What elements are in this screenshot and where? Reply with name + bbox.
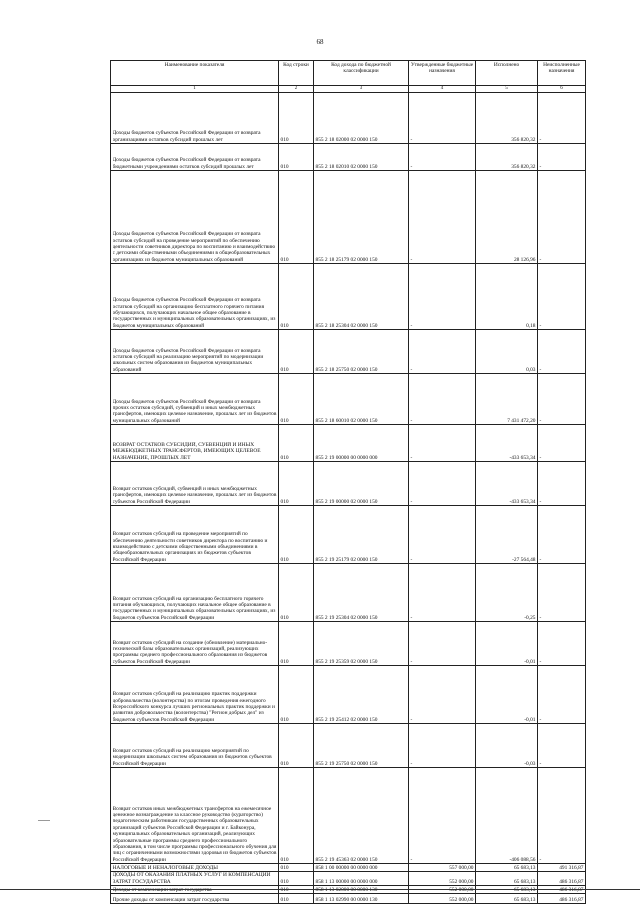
table-row bbox=[111, 264, 586, 330]
row-line-code: 010 bbox=[279, 93, 314, 144]
column-number: 5 bbox=[476, 86, 538, 93]
row-executed: 65 683,13 bbox=[476, 886, 538, 894]
table-row bbox=[111, 622, 586, 666]
row-approved: 552 000,00 bbox=[409, 894, 476, 904]
row-approved: - bbox=[409, 374, 476, 425]
row-name-text: Доходы бюджетов субъектов Российской Федерации от возврата бюджетными учреждениями остатков субсидий прошлых лет bbox=[112, 157, 261, 170]
row-name bbox=[111, 93, 279, 144]
row-unexecuted: - bbox=[538, 264, 586, 330]
row-name bbox=[111, 374, 279, 425]
row-line-code: 010 bbox=[279, 872, 314, 886]
row-executed: 28 126,96 bbox=[476, 171, 538, 264]
table-row bbox=[111, 506, 586, 564]
row-name bbox=[111, 462, 279, 506]
row-executed: 65 683,13 bbox=[476, 872, 538, 886]
row-line-code: 010 bbox=[279, 768, 314, 864]
header-revenue-code: Код дохода по бюджетной классификации bbox=[314, 61, 409, 86]
row-executed: 65 683,13 bbox=[476, 864, 538, 872]
row-approved: - bbox=[409, 93, 476, 144]
row-approved: - bbox=[409, 330, 476, 374]
row-unexecuted: - bbox=[538, 622, 586, 666]
row-unexecuted: - bbox=[538, 724, 586, 768]
row-name-text: Возврат остатков субсидий на организацию бесплатного горячего питания обучающихся, получающих начальное общее образование в государственных и муниципальных образовательных организациях, из бюджетов субъектов Российской Федерации bbox=[112, 595, 276, 621]
row-executed: 356 820,32 bbox=[476, 144, 538, 171]
row-revenue-code: 858 1 13 02990 00 0000 130 bbox=[314, 894, 409, 904]
row-line-code: 010 bbox=[279, 622, 314, 666]
row-approved: - bbox=[409, 144, 476, 171]
row-unexecuted: - bbox=[538, 171, 586, 264]
row-name-text: Доходы от компенсации затрат государства bbox=[112, 886, 212, 893]
row-name bbox=[111, 330, 279, 374]
row-revenue-code: 858 1 13 02000 00 0000 130 bbox=[314, 886, 409, 894]
table-row bbox=[111, 768, 586, 864]
row-executed: -0,01 bbox=[476, 666, 538, 724]
row-name bbox=[111, 768, 279, 864]
row-revenue-code: 855 2 19 25179 02 0000 150 bbox=[314, 506, 409, 564]
row-approved: - bbox=[409, 462, 476, 506]
row-revenue-code: 855 2 18 02010 02 0000 150 bbox=[314, 144, 409, 171]
row-line-code: 010 bbox=[279, 506, 314, 564]
row-executed: -0,03 bbox=[476, 724, 538, 768]
table-row bbox=[111, 374, 586, 425]
row-executed: 0,03 bbox=[476, 330, 538, 374]
row-line-code: 010 bbox=[279, 264, 314, 330]
column-number: 1 bbox=[111, 86, 279, 93]
row-approved: - bbox=[409, 506, 476, 564]
row-approved: - bbox=[409, 564, 476, 622]
table-row bbox=[111, 462, 586, 506]
row-name bbox=[111, 425, 279, 462]
table-row bbox=[111, 171, 586, 264]
column-number-row bbox=[111, 86, 586, 93]
row-name-text: НАЛОГОВЫЕ И НЕНАЛОГОВЫЕ ДОХОДЫ bbox=[112, 864, 218, 871]
row-name bbox=[111, 894, 279, 904]
row-executed: 7 431 472,20 bbox=[476, 374, 538, 425]
row-revenue-code: 855 2 18 25750 02 0000 150 bbox=[314, 330, 409, 374]
row-name bbox=[111, 506, 279, 564]
header-line-code: Код строки bbox=[279, 61, 314, 86]
row-name bbox=[111, 144, 279, 171]
row-revenue-code: 855 2 19 25412 02 0000 150 bbox=[314, 666, 409, 724]
row-revenue-code: 855 2 18 02000 02 0000 150 bbox=[314, 93, 409, 144]
row-name bbox=[111, 264, 279, 330]
row-name-text: Возврат остатков субсидий на реализацию мероприятий по модернизации школьных систем образования из бюджетов субъектов Российской Федерации bbox=[112, 747, 272, 767]
row-executed: -27 564,48 bbox=[476, 506, 538, 564]
row-revenue-code: 855 2 19 25750 02 0000 150 bbox=[314, 724, 409, 768]
page-bottom-rule bbox=[0, 889, 640, 890]
row-executed: 65 683,13 bbox=[476, 894, 538, 904]
row-name-text: Возврат остатков субсидий на проведение мероприятий по обеспечению деятельности советников директора по воспитанию и взаимодействию с детскими общественными объединениями в общеобразовательных организациях из бюджетов субъектов Российской Федерации bbox=[112, 531, 268, 563]
row-unexecuted: - bbox=[538, 144, 586, 171]
row-unexecuted: - bbox=[538, 564, 586, 622]
row-executed: -406 088,56 bbox=[476, 768, 538, 864]
row-approved: 557 000,00 bbox=[409, 864, 476, 872]
table-row bbox=[111, 144, 586, 171]
row-unexecuted: 491 316,87 bbox=[538, 864, 586, 872]
table-row bbox=[111, 864, 586, 872]
row-line-code: 010 bbox=[279, 666, 314, 724]
row-line-code: 010 bbox=[279, 144, 314, 171]
row-name bbox=[111, 171, 279, 264]
row-approved: - bbox=[409, 768, 476, 864]
row-executed: -433 653,34 bbox=[476, 462, 538, 506]
column-number: 6 bbox=[538, 86, 586, 93]
row-name bbox=[111, 666, 279, 724]
row-executed: -0,25 bbox=[476, 564, 538, 622]
column-number: 4 bbox=[409, 86, 476, 93]
row-unexecuted: - bbox=[538, 374, 586, 425]
row-unexecuted: 486 316,87 bbox=[538, 872, 586, 886]
row-approved: - bbox=[409, 264, 476, 330]
header-approved: Утвержденные бюджетные назначения bbox=[409, 61, 476, 86]
row-name-text: Возврат остатков субсидий, субвенций и иных межбюджетных трансфертов, имеющих целевое назначение, прошлых лет из бюджетов субъектов Российской Федерации bbox=[112, 485, 277, 505]
table-row bbox=[111, 872, 586, 886]
row-approved: - bbox=[409, 425, 476, 462]
row-revenue-code: 855 2 19 00000 02 0000 150 bbox=[314, 462, 409, 506]
row-approved: - bbox=[409, 666, 476, 724]
table-row bbox=[111, 330, 586, 374]
row-name bbox=[111, 564, 279, 622]
header-executed: Исполнено bbox=[476, 61, 538, 86]
row-line-code: 010 bbox=[279, 330, 314, 374]
row-name-text: Прочие доходы от компенсации затрат государства bbox=[112, 896, 230, 903]
table-header-row bbox=[111, 61, 586, 86]
row-unexecuted: - bbox=[538, 93, 586, 144]
row-unexecuted: - bbox=[538, 768, 586, 864]
row-line-code: 010 bbox=[279, 864, 314, 872]
row-line-code: 010 bbox=[279, 724, 314, 768]
row-line-code: 010 bbox=[279, 894, 314, 904]
row-name bbox=[111, 724, 279, 768]
table-row bbox=[111, 425, 586, 462]
header-indicator-name: Наименование показателя bbox=[111, 61, 279, 86]
row-name-text: Возврат остатков иных межбюджетных трансфертов на ежемесячное денежное вознаграждение за классное руководство (кураторство) педагогическим работникам государственных образовательных организаций субъектов Российской Федерации и г. Байконура, муниципальных образовательных организаций, реализующих образовательные программы среднего профессионального образования, в том числе программы профессионального обучения для лиц с ограниченными возможностями здоровья из бюджетов субъектов Российской Федерации bbox=[112, 805, 277, 863]
row-revenue-code: 855 2 19 25359 02 0000 150 bbox=[314, 622, 409, 666]
page-number: 68 bbox=[316, 38, 324, 46]
column-number: 3 bbox=[314, 86, 409, 93]
row-approved: 552 000,00 bbox=[409, 872, 476, 886]
row-line-code: 010 bbox=[279, 425, 314, 462]
row-line-code: 010 bbox=[279, 171, 314, 264]
row-line-code: 010 bbox=[279, 886, 314, 894]
row-revenue-code: 855 2 19 45363 02 0000 150 bbox=[314, 768, 409, 864]
row-executed: 356 820,32 bbox=[476, 93, 538, 144]
row-approved: - bbox=[409, 171, 476, 264]
table-row bbox=[111, 894, 586, 904]
row-executed: -433 653,34 bbox=[476, 425, 538, 462]
row-revenue-code: 855 2 19 25304 02 0000 150 bbox=[314, 564, 409, 622]
row-unexecuted: - bbox=[538, 425, 586, 462]
row-name-text: Доходы бюджетов субъектов Российской Федерации от возврата остатков субсидий на проведение мероприятий по обеспечению деятельности советников директора по воспитанию и взаимодействию с детскими общественными объединениями в общеобразовательных организациях из бюджетов муниципальных образований bbox=[112, 231, 276, 263]
row-revenue-code: 855 2 18 25304 02 0000 150 bbox=[314, 264, 409, 330]
row-name-text: Доходы бюджетов субъектов Российской Федерации от возврата остатков субсидий на реализацию мероприятий по модернизации школьных систем образования из бюджетов муниципальных образований bbox=[112, 347, 264, 373]
row-name-text: ДОХОДЫ ОТ ОКАЗАНИЯ ПЛАТНЫХ УСЛУГ И КОМПЕНСАЦИИ ЗАТРАТ ГОСУДАРСТВА bbox=[112, 872, 271, 885]
row-line-code: 010 bbox=[279, 374, 314, 425]
margin-mark bbox=[38, 820, 50, 821]
row-unexecuted: - bbox=[538, 462, 586, 506]
row-line-code: 010 bbox=[279, 462, 314, 506]
row-name-text: ВОЗВРАТ ОСТАТКОВ СУБСИДИЙ, СУБВЕНЦИЙ И ИНЫХ МЕЖБЮДЖЕТНЫХ ТРАНСФЕРТОВ, ИМЕЮЩИХ ЦЕЛЕВОЕ НАЗНАЧЕНИЕ, ПРОШЛЫХ ЛЕТ bbox=[112, 441, 261, 461]
header-unexecuted: Неисполненные назначения bbox=[538, 61, 586, 86]
row-name-text: Доходы бюджетов субъектов Российской Федерации от возврата организациями остатков субсидий прошлых лет bbox=[112, 130, 261, 143]
row-unexecuted: - bbox=[538, 666, 586, 724]
row-name-text: Доходы бюджетов субъектов Российской Федерации от возврата остатков субсидий на организацию бесплатного горячего питания обучающихся, получающих начальное общее образование в государственных и муниципальных образовательных организациях, из бюджетов муниципальных образований bbox=[112, 297, 276, 329]
row-unexecuted: - bbox=[538, 506, 586, 564]
row-approved: 552 000,00 bbox=[409, 886, 476, 894]
row-name-text: Доходы бюджетов субъектов Российской Федерации от возврата прочих остатков субсидий, субвенций и иных межбюджетных трансфертов, имеющих целевое назначение, прошлых лет из бюджетов муниципальных образований bbox=[112, 398, 277, 424]
table-row bbox=[111, 666, 586, 724]
table-body bbox=[111, 93, 586, 904]
row-name bbox=[111, 872, 279, 886]
row-unexecuted: 486 316,87 bbox=[538, 894, 586, 904]
row-name-text: Возврат остатков субсидий на реализацию практик поддержки добровольчества (волонтерства) по итогам проведения ежегодного Всероссийского конкурса лучших региональных практик поддержки и развития добровольчества (волонтерства) "Регион добрых дел" из бюджетов субъектов Российской Федерации bbox=[112, 691, 275, 723]
row-revenue-code: 855 2 18 60010 02 0000 150 bbox=[314, 374, 409, 425]
revenue-report-table bbox=[110, 60, 586, 904]
row-approved: - bbox=[409, 724, 476, 768]
row-name bbox=[111, 622, 279, 666]
row-executed: -0,01 bbox=[476, 622, 538, 666]
row-name bbox=[111, 864, 279, 872]
row-name-text: Возврат остатков субсидий на создание (обновление) материально-технической базы образовательных организаций, реализующих программы среднего профессионального образования из бюджетов субъектов Российской Федерации bbox=[112, 639, 268, 665]
row-unexecuted: 486 316,87 bbox=[538, 886, 586, 894]
row-unexecuted: - bbox=[538, 330, 586, 374]
row-approved: - bbox=[409, 622, 476, 666]
table-row bbox=[111, 724, 586, 768]
row-revenue-code: 855 2 19 00000 00 0000 000 bbox=[314, 425, 409, 462]
table-row bbox=[111, 93, 586, 144]
table-row bbox=[111, 564, 586, 622]
column-number: 2 bbox=[279, 86, 314, 93]
row-revenue-code: 858 1 00 00000 00 0000 000 bbox=[314, 864, 409, 872]
row-revenue-code: 855 2 18 25179 02 0000 150 bbox=[314, 171, 409, 264]
row-revenue-code: 858 1 13 00000 00 0000 000 bbox=[314, 872, 409, 886]
row-line-code: 010 bbox=[279, 564, 314, 622]
row-executed: 0,18 bbox=[476, 264, 538, 330]
